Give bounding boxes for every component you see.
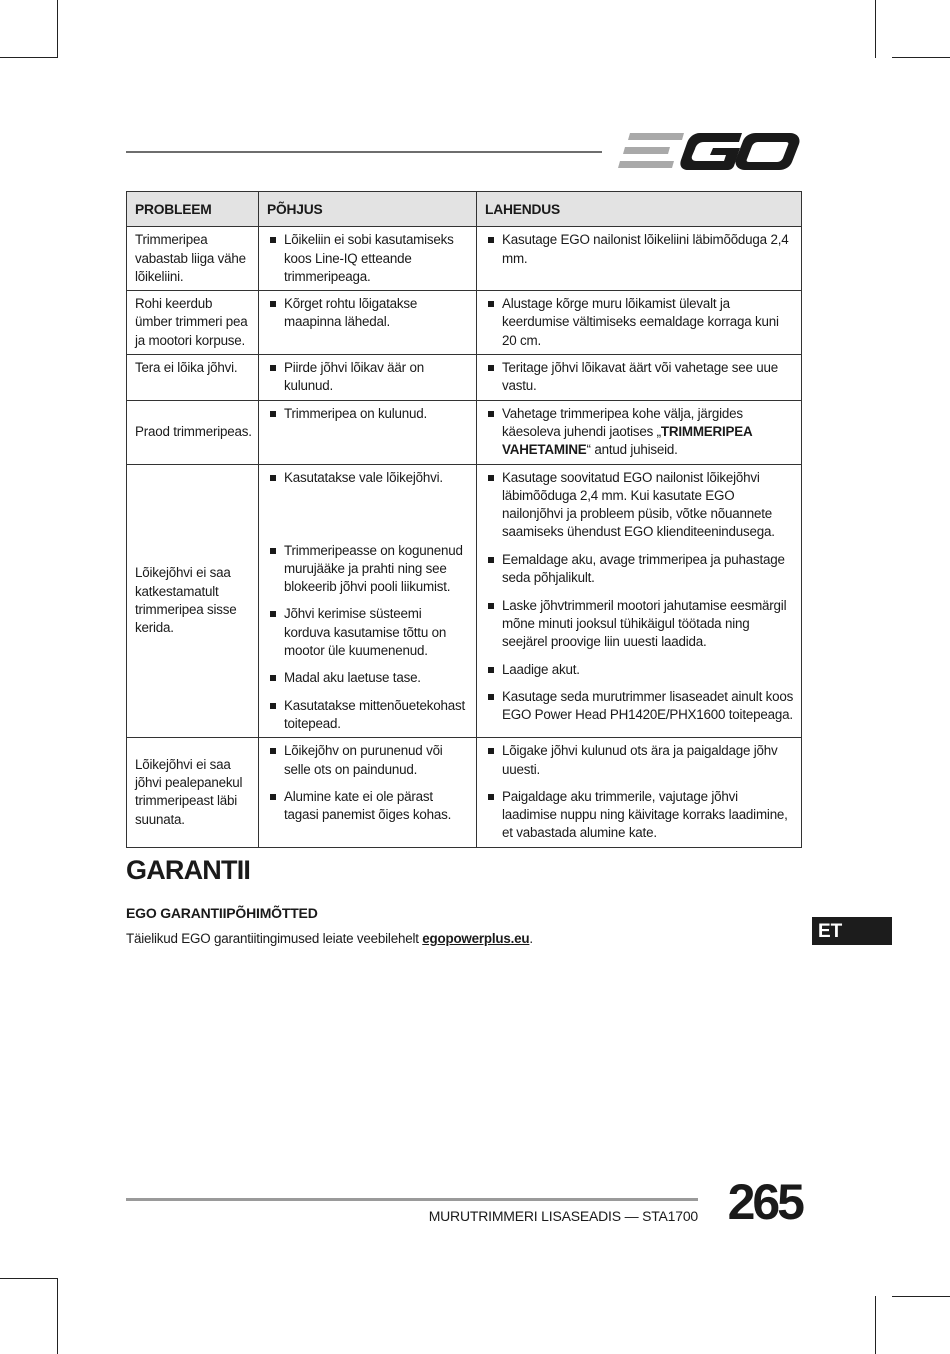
- header-rule: [126, 151, 602, 153]
- table-row: [127, 227, 802, 291]
- solution-item: Kasutage EGO nailonist lõikeliini läbimõõduga 2,4 mm.: [485, 231, 795, 268]
- solution-item: Paigaldage aku trimmerile, vajutage jõhvi laadimise nuppu ning käivitage korraks laadimine, et vabastada alumine kate.: [485, 788, 795, 843]
- solution-item: Laadige akut.: [485, 661, 795, 679]
- cause-cell: [259, 464, 477, 738]
- warranty-text: [126, 931, 533, 946]
- warranty-sentence-end: .: [529, 931, 533, 946]
- cause-item: Kasutatakse mittenõuetekohast toitepead.: [267, 697, 470, 734]
- crop-mark: [0, 57, 58, 58]
- solution-item: Kasutage soovitatud EGO nailonist lõikejõhvi läbimõõduga 2,4 mm. Kui kasutate EGO nailonjõhvi ja probleem püsib, võtke nõuannete saamiseks ühendust EGO klienditeenindusega.: [485, 469, 795, 542]
- solution-cell: [477, 291, 802, 355]
- solution-cell: [477, 464, 802, 738]
- solution-cell: [477, 400, 802, 464]
- table-row: [127, 291, 802, 355]
- cause-cell: [259, 227, 477, 291]
- solution-item: Eemaldage aku, avage trimmeripea ja puhastage seda põhjalikult.: [485, 551, 795, 588]
- ego-logo: [616, 128, 802, 174]
- column-header: PÕHJUS: [259, 192, 477, 227]
- warranty-sentence: Täielikud EGO garantiitingimused leiate veebilehelt: [126, 931, 423, 946]
- table-row: [127, 400, 802, 464]
- cause-item: Lõikeliin ei sobi kasutamiseks koos Line-IQ etteande trimmeripeaga.: [267, 231, 470, 286]
- crop-mark: [875, 1296, 876, 1354]
- crop-mark: [57, 1278, 58, 1354]
- table-row: [127, 464, 802, 738]
- cause-item: Jõhvi kerimise süsteemi korduva kasutamise tõttu on mootor üle kuumenenud.: [267, 605, 470, 660]
- solution-item: Kasutage seda murutrimmer lisaseadet ainult koos EGO Power Head PH1420E/PHX1600 toitepeaga.: [485, 688, 795, 725]
- solution-text: Vahetage trimmeripea kohe välja, järgides käesoleva juhendi jaotises „: [502, 405, 743, 439]
- cause-item: Kasutatakse vale lõikejõhvi.: [267, 469, 470, 542]
- crop-mark: [892, 1296, 950, 1297]
- troubleshooting-table: [126, 191, 802, 848]
- solution-text: “ antud juhiseid.: [586, 442, 678, 458]
- section-title: GARANTII: [126, 855, 251, 885]
- problem-cell: Trimmeripea vabastab liiga vähe lõikeliini.: [127, 227, 259, 291]
- cause-item: Alumine kate ei ole pärast tagasi panemist õiges kohas.: [267, 788, 470, 825]
- page-number: 265: [727, 1174, 802, 1230]
- problem-cell: Lõikejõhvi ei saa jõhvi pealepanekul trimmeripeast läbi suunata.: [127, 738, 259, 847]
- column-header: PROBLEEM: [127, 192, 259, 227]
- footer-text: MURUTRIMMERI LISASEADIS — STA1700: [428, 1208, 698, 1224]
- footer-rule: [126, 1198, 698, 1201]
- cause-item: Kõrget rohtu lõigatakse maapinna lähedal.: [267, 295, 470, 332]
- table-row: [127, 738, 802, 847]
- cause-cell: [259, 400, 477, 464]
- section-subtitle: EGO GARANTIIPÕHIMÕTTED: [126, 905, 318, 921]
- solution-item: Laske jõhvtrimmeril mootori jahutamise eesmärgil mõne minuti jooksul tühikäigul töötada ning seejärel proovige liin uuesti laadida.: [485, 597, 795, 652]
- warranty-link[interactable]: egopowerplus.eu: [422, 931, 530, 946]
- language-tab: ET: [812, 917, 892, 945]
- solution-cell: [477, 355, 802, 401]
- table-header-row: [127, 192, 802, 227]
- solution-item: Lõigake jõhvi kulunud ots ära ja paigaldage jõhv uuesti.: [485, 742, 795, 779]
- cause-item: Trimmeripea on kulunud.: [267, 405, 470, 423]
- problem-cell: Lõikejõhvi ei saa katkestamatult trimmeripea sisse kerida.: [127, 464, 259, 738]
- section-reference: TRIMMERIPEA VAHETAMINE: [502, 423, 752, 458]
- solution-item: Teritage jõhvi lõikavat äärt või vahetage see uue vastu.: [485, 359, 795, 396]
- cause-item: Madal aku laetuse tase.: [267, 669, 470, 687]
- column-header: LAHENDUS: [477, 192, 802, 227]
- solution-item: [485, 405, 795, 460]
- cause-item: Lõikejõhv on purunenud või selle ots on paindunud.: [267, 742, 470, 779]
- crop-mark: [875, 0, 876, 58]
- crop-mark: [57, 0, 58, 58]
- table-row: [127, 355, 802, 401]
- problem-cell: Tera ei lõika jõhvi.: [127, 355, 259, 401]
- crop-mark: [0, 1278, 58, 1279]
- solution-cell: [477, 227, 802, 291]
- cause-cell: [259, 291, 477, 355]
- cause-item: Piirde jõhvi lõikav äär on kulunud.: [267, 359, 470, 396]
- solution-cell: [477, 738, 802, 847]
- cause-cell: [259, 738, 477, 847]
- solution-item: Alustage kõrge muru lõikamist ülevalt ja keerdumise vältimiseks eemaldage korraga kuni 20 cm.: [485, 295, 795, 350]
- cause-cell: [259, 355, 477, 401]
- cause-item: Trimmeripeasse on kogunenud murujääke ja prahti ning see blokeerib jõhvi pooli liikumist.: [267, 542, 470, 597]
- crop-mark: [892, 57, 950, 58]
- problem-cell: Rohi keerdub ümber trimmeri pea ja mootori korpuse.: [127, 291, 259, 355]
- problem-cell: Praod trimmeripeas.: [127, 400, 259, 464]
